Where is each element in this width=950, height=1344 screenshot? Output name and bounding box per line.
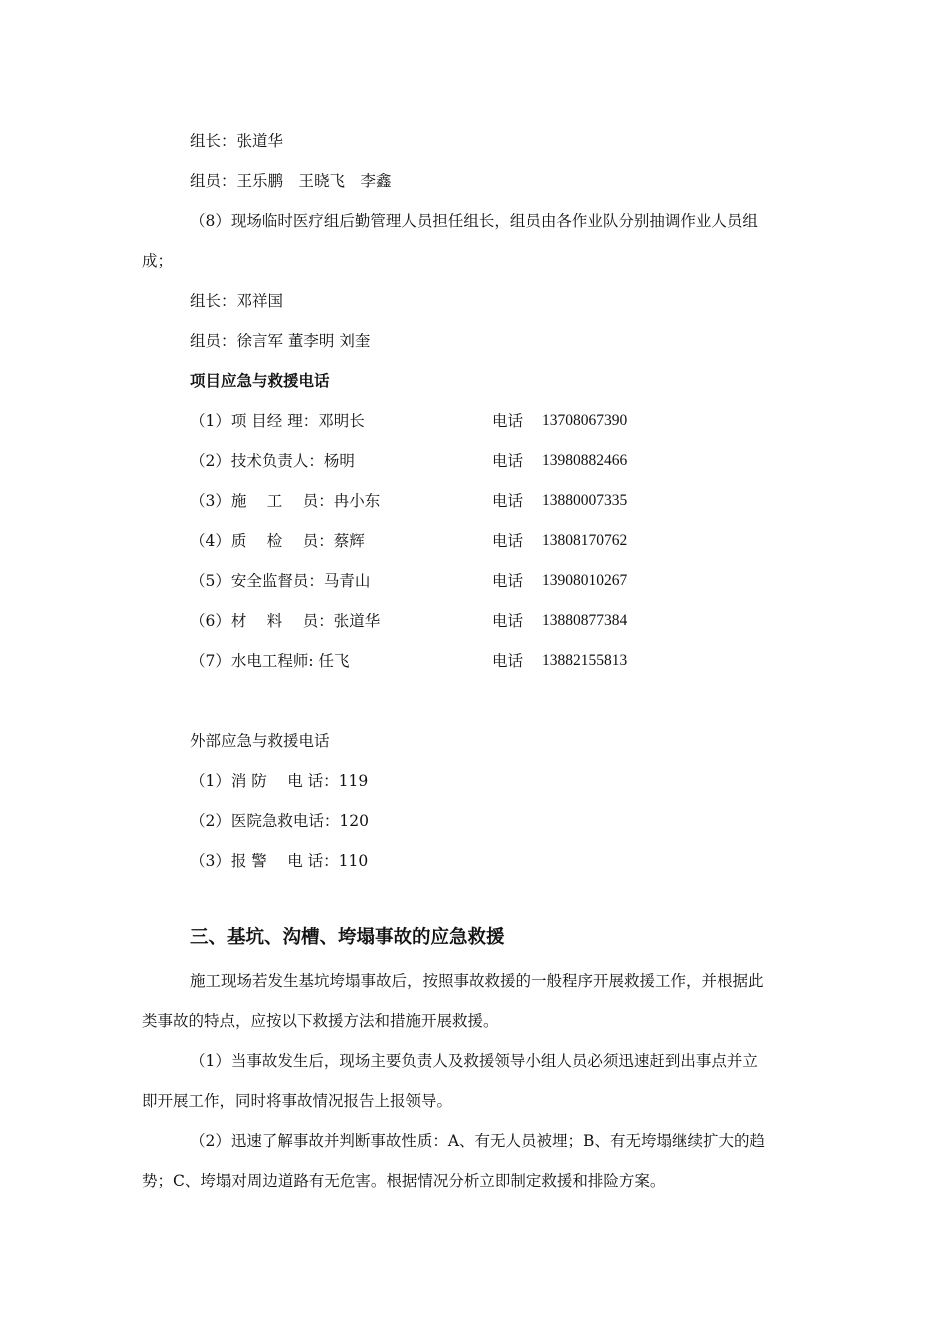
contact-tel-label: 电话: [492, 532, 524, 550]
contact-tel-label: 电话: [492, 652, 524, 670]
contact-number: 13808170762: [542, 532, 628, 549]
group8-leader: 组长：邓祥国: [190, 292, 284, 310]
contact-tel-label: 电话: [492, 572, 524, 590]
section3-paragraph3-line1: （2）迅速了解事故并判断事故性质：A、有无人员被埋；B、有无垮塌继续扩大的趋: [190, 1132, 765, 1150]
contact-number: 13908010267: [542, 572, 628, 589]
contact-tel-label: 电话: [492, 412, 524, 430]
group7-members: 组员：王乐鹏 王晓飞 李鑫: [190, 172, 392, 190]
contact-tel-label: 电话: [492, 612, 524, 630]
group8-members: 组员：徐言军 董李明 刘奎: [190, 332, 371, 350]
section3-heading: 三、基坑、沟槽、垮塌事故的应急救援: [190, 927, 505, 948]
external-contact-item: （3）报 警 电 话：110: [190, 852, 369, 870]
section3-paragraph2-line2: 即开展工作，同时将事故情况报告上报领导。: [142, 1092, 453, 1110]
external-contact-item: （2）医院急救电话：120: [190, 812, 369, 830]
section3-paragraph1-line2: 类事故的特点，应按以下救援方法和措施开展救援。: [142, 1012, 499, 1030]
contact-number: 13980882466: [542, 452, 628, 469]
contact-number: 13880877384: [542, 612, 628, 629]
external-contacts-title: 外部应急与救援电话: [190, 732, 330, 750]
external-contact-item: （1）消 防 电 话：119: [190, 772, 369, 790]
contact-number: 13882155813: [542, 652, 628, 669]
contact-label: （3）施 工 员：冉小东: [190, 492, 381, 510]
contact-number: 13880007335: [542, 492, 628, 509]
group7-leader: 组长：张道华: [190, 132, 284, 150]
contact-tel-label: 电话: [492, 492, 524, 510]
contact-label: （1）项 目经 理：邓明长: [190, 412, 365, 430]
contact-tel-label: 电话: [492, 452, 524, 470]
group8-description-line1: （8）现场临时医疗组后勤管理人员担任组长，组员由各作业队分别抽调作业人员组: [190, 212, 758, 230]
group8-description-line2: 成；: [142, 252, 174, 270]
section3-paragraph3-line2: 势；C、垮塌对周边道路有无危害。根据情况分析立即制定救援和排险方案。: [142, 1172, 666, 1190]
project-contacts-title: 项目应急与救援电话: [190, 371, 330, 390]
contact-label: （6）材 料 员：张道华: [190, 612, 381, 630]
section3-paragraph2-line1: （1）当事故发生后，现场主要负责人及救援领导小组人员必须迅速赶到出事点并立: [190, 1052, 758, 1070]
contact-label: （4）质 检 员：蔡辉: [190, 532, 365, 550]
contact-label: （7）水电工程师: 任飞: [190, 652, 350, 670]
contact-label: （2）技术负责人：杨明: [190, 452, 355, 470]
section3-paragraph1-line1: 施工现场若发生基坑垮塌事故后，按照事故救援的一般程序开展救援工作，并根据此: [190, 972, 764, 990]
contact-number: 13708067390: [542, 412, 628, 429]
contact-label: （5）安全监督员：马青山: [190, 572, 371, 590]
